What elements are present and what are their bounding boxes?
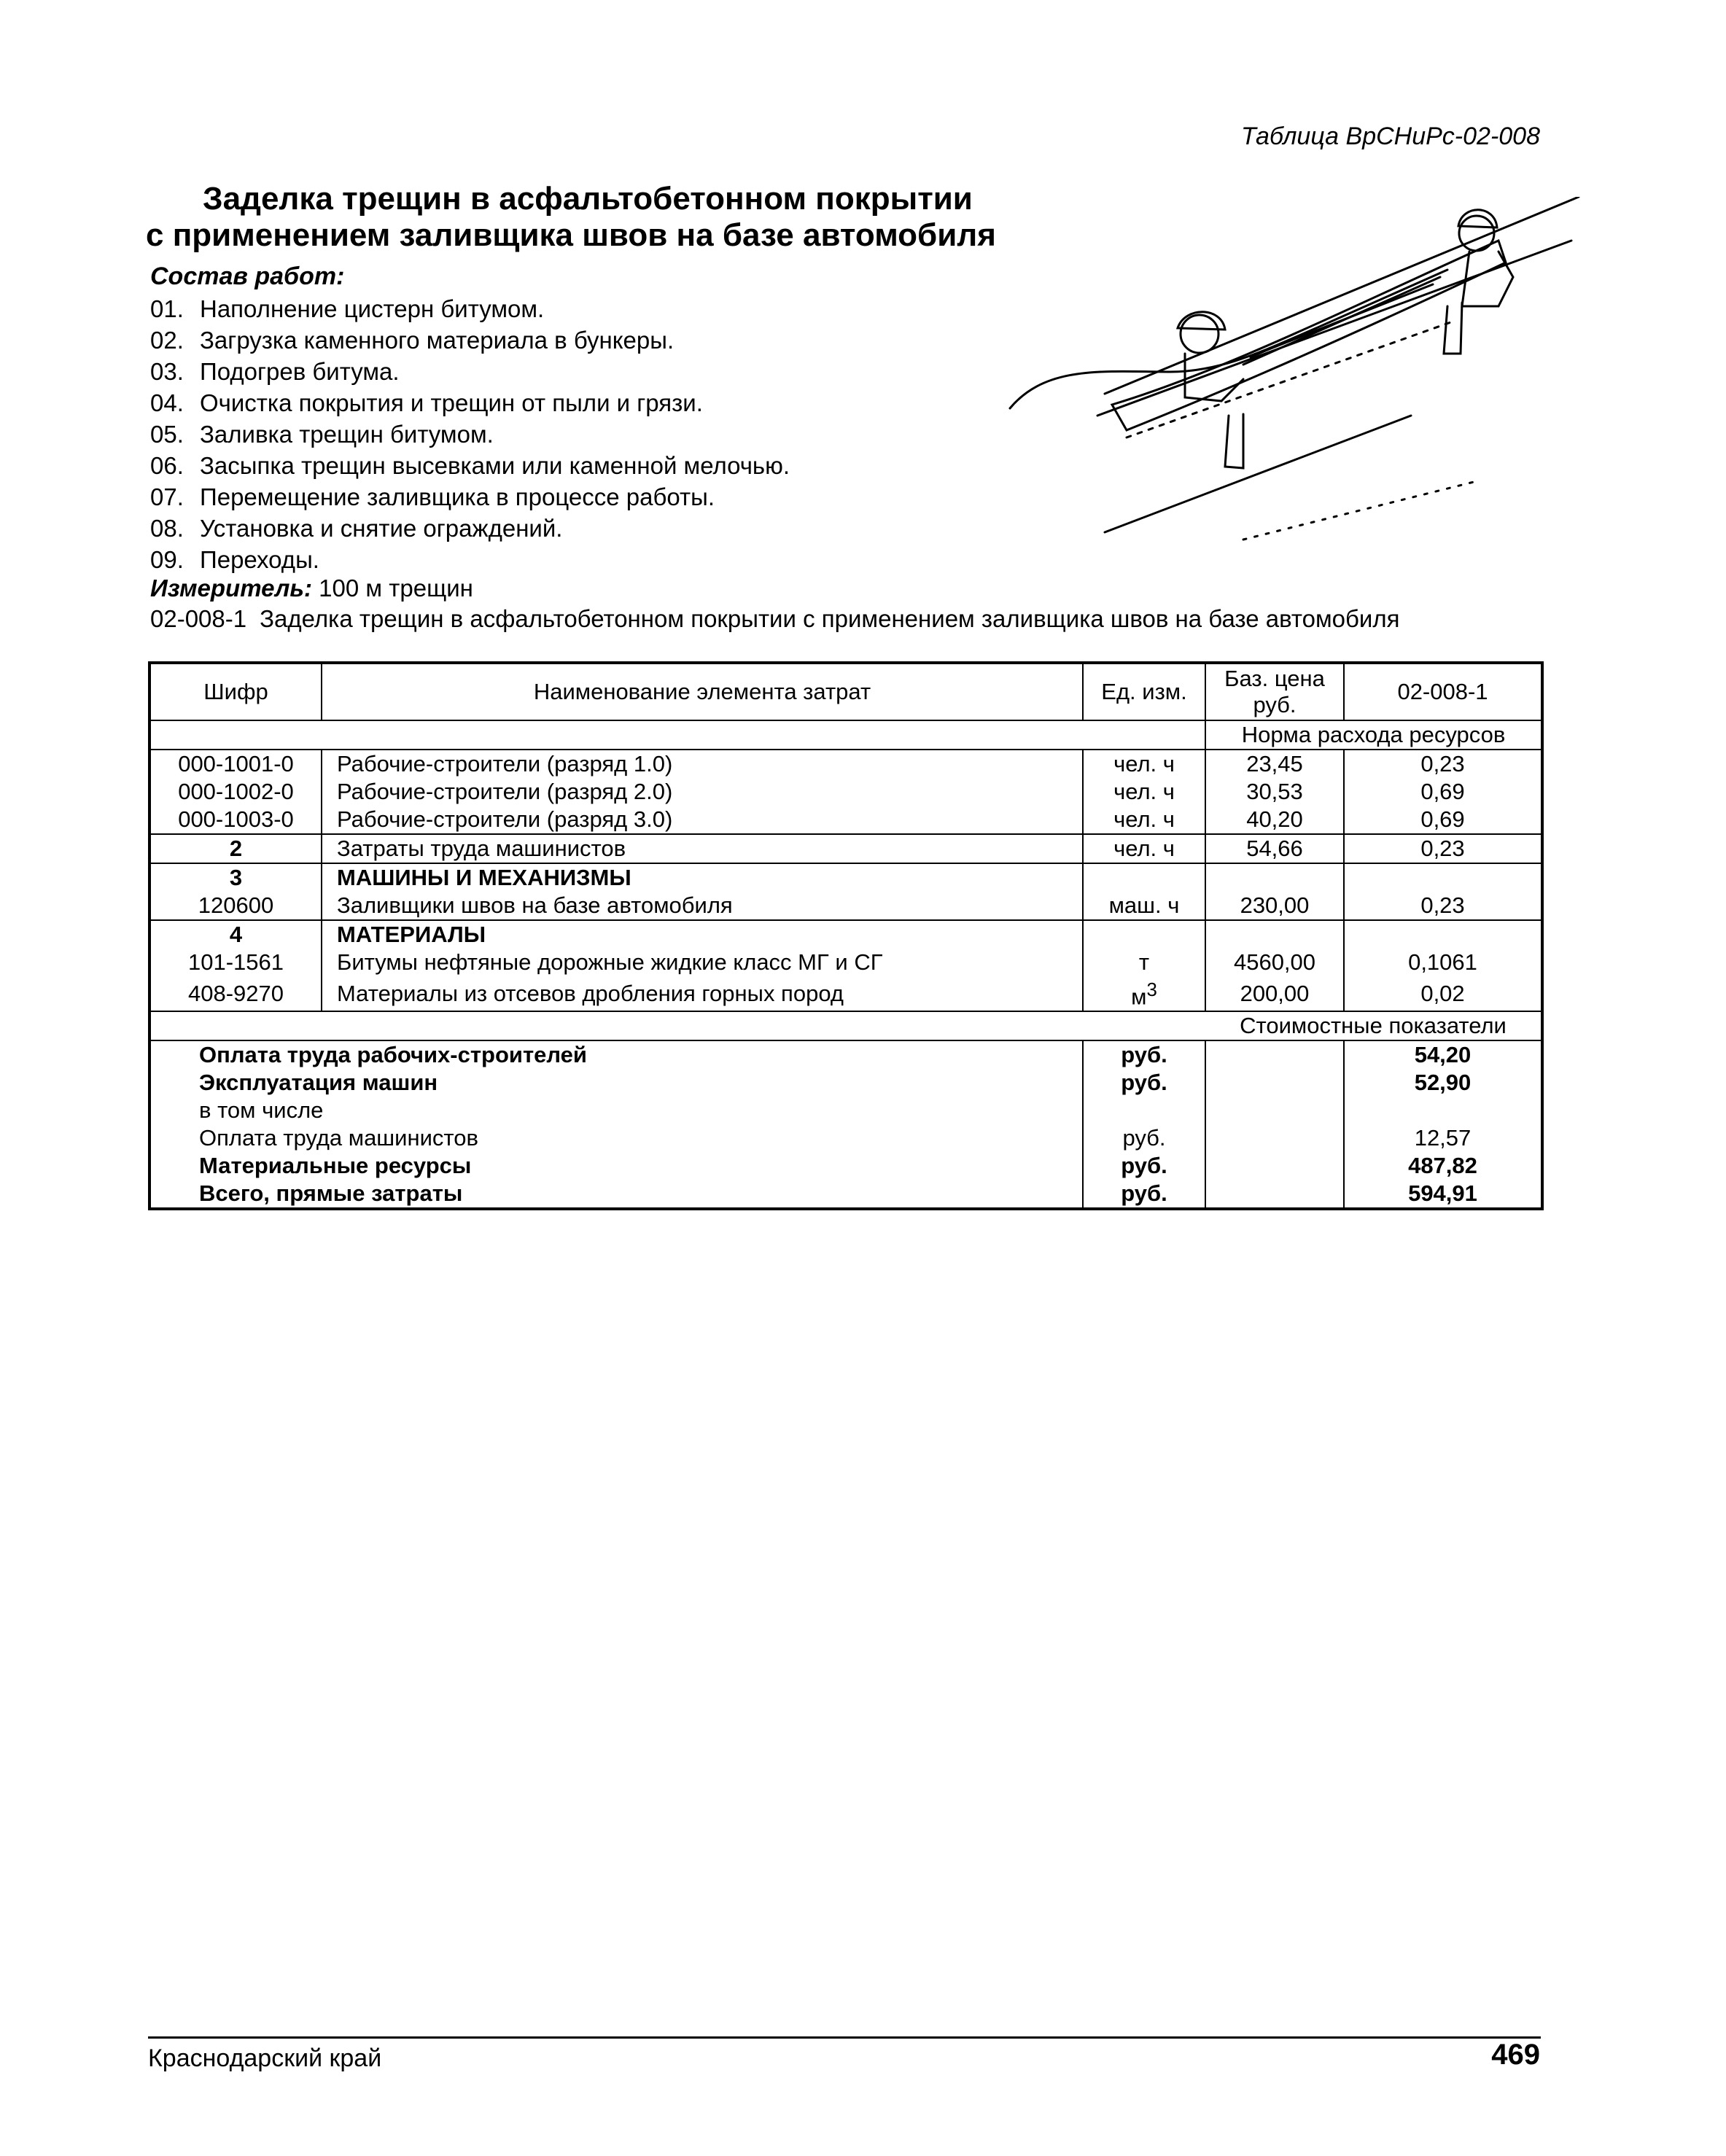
cell-code: 4 [229,922,243,947]
table-row [149,750,1542,778]
norm-code: 02-008-1 [150,605,247,632]
total-row [149,1124,1542,1152]
road-edge-line [1097,241,1571,416]
table-row [149,778,1542,806]
cell-section-name: МАТЕРИАЛЫ [322,920,1083,949]
footer-region: Краснодарский край [148,2044,382,2072]
total-label: Оплата труда машинистов [199,1125,478,1151]
cell-unit-base: м [1131,984,1147,1010]
page-title [146,181,1138,254]
works-list [150,293,790,575]
cell-name: Заливщики швов на базе автомобиля [322,892,1083,920]
road-edge-line [1105,416,1411,532]
cell-unit-exponent: 3 [1146,980,1157,1000]
total-value: 54,20 [1344,1040,1542,1069]
workers-sealing-illustration [1003,197,1593,554]
cell-unit: маш. ч [1083,892,1205,920]
cell-name: Рабочие-строители (разряд 3.0) [322,806,1083,834]
footer-divider [148,2036,1541,2039]
norm-line [150,605,1399,633]
cell-code: 000-1001-0 [178,751,294,777]
cell-price: 40,20 [1205,806,1344,834]
total-label: Материальные ресурсы [199,1153,472,1179]
road-edge-line [1105,197,1579,394]
table-reference: Таблица ВрСНиРс-02-008 [1240,122,1540,150]
cell-value: 0,69 [1344,778,1542,806]
page-number: 469 [1491,2039,1540,2071]
cell-code: 120600 [198,892,274,918]
header-code: Шифр [149,663,322,720]
works-item-number: 01. [150,295,184,322]
title-line-1: Заделка трещин в асфальтобетонном покрытии [203,181,973,217]
table-row [149,892,1542,920]
works-item-text: Переходы. [200,546,319,573]
total-row [149,1069,1542,1097]
total-label: в том числе [199,1097,324,1124]
cell-name: Битумы нефтяные дорожные жидкие класс МГ и СГ [322,949,1083,976]
measure-label: Измеритель: [150,575,312,602]
works-item-number: 08. [150,515,184,542]
header-price-line-1: Баз. цена [1224,666,1325,691]
cell-unit: чел. ч [1083,778,1205,806]
table-header-row [149,663,1542,720]
works-item-number: 02. [150,327,184,354]
cell-value: 0,69 [1344,806,1542,834]
works-item [150,419,790,450]
cell-name: Материалы из отсевов дробления горных пород [322,976,1083,1011]
table-row [149,834,1542,863]
total-label: Оплата труда рабочих-строителей [199,1042,587,1068]
norm-description: Заделка трещин в асфальтобетонном покрытии с применением заливщика швов на базе автомобиля [260,605,1400,632]
cell-unit [1083,976,1205,1011]
title-line-2: с применением заливщика швов на базе автомобиля [146,217,996,253]
works-item-number: 03. [150,358,184,385]
works-item [150,450,790,481]
total-row [149,1180,1542,1209]
works-item [150,324,790,356]
works-item-text: Установка и снятие ограждений. [200,515,563,542]
works-item-text: Засыпка трещин высевками или каменной мелочью. [200,452,790,479]
measure-line [150,575,473,602]
works-item-text: Подогрев битума. [200,358,400,385]
cell-unit: т [1083,949,1205,976]
works-item-number: 09. [150,546,184,573]
works-item-text: Загрузка каменного материала в бункеры. [200,327,675,354]
header-price-line-2: руб. [1253,692,1297,717]
cell-value: 0,23 [1344,892,1542,920]
works-item [150,293,790,324]
cell-code: 101-1561 [187,949,284,975]
cell-name: Затраты труда машинистов [322,834,1083,863]
road-crack-line [1243,481,1477,540]
resource-cost-table [148,661,1544,1210]
header-unit: Ед. изм. [1083,663,1205,720]
works-item [150,387,790,419]
cell-section-name: МАШИНЫ И МЕХАНИЗМЫ [322,863,1083,892]
total-value: 52,90 [1344,1069,1542,1097]
works-item [150,513,790,544]
works-item-number: 06. [150,452,184,479]
total-label: Всего, прямые затраты [199,1180,463,1207]
total-unit: руб. [1083,1069,1205,1097]
works-item-number: 05. [150,421,184,448]
works-item-text: Перемещение заливщика в процессе работы. [200,483,715,510]
cell-price: 200,00 [1205,976,1344,1011]
table-section-row [149,920,1542,949]
cell-value: 0,23 [1344,834,1542,863]
total-row [149,1152,1542,1180]
works-item [150,481,790,513]
total-unit: руб. [1083,1180,1205,1209]
cell-name: Рабочие-строители (разряд 2.0) [322,778,1083,806]
table-row [149,976,1542,1011]
worker-head [1181,315,1218,353]
table-row [149,949,1542,976]
measure-value: 100 м трещин [319,575,473,602]
total-value: 594,91 [1344,1180,1542,1209]
cell-value: 0,02 [1344,976,1542,1011]
resources-caption-row [149,720,1542,750]
works-item-text: Наполнение цистерн битумом. [200,295,545,322]
table-row [149,806,1542,834]
cell-code: 3 [229,865,243,890]
cell-unit: чел. ч [1083,806,1205,834]
works-item-number: 07. [150,483,184,510]
cell-value: 0,1061 [1344,949,1542,976]
total-unit: руб. [1083,1124,1205,1152]
cell-unit: чел. ч [1083,750,1205,778]
works-item-text: Очистка покрытия и трещин от пыли и грязи. [200,389,703,416]
beam-post [1444,303,1462,354]
cell-price: 23,45 [1205,750,1344,778]
total-row [149,1040,1542,1069]
cell-name: Рабочие-строители (разряд 1.0) [322,750,1083,778]
total-value: 12,57 [1344,1124,1542,1152]
cost-caption: Стоимостные показатели [1240,1013,1507,1039]
header-name: Наименование элемента затрат [322,663,1083,720]
beam-post [1225,414,1243,468]
cell-value: 0,23 [1344,750,1542,778]
cell-code: 000-1003-0 [178,806,294,832]
works-heading: Состав работ: [150,262,345,290]
resources-caption: Норма расхода ресурсов [1205,720,1542,750]
works-item [150,356,790,387]
hose-line [1010,328,1316,408]
header-norm: 02-008-1 [1344,663,1542,720]
cell-price: 30,53 [1205,778,1344,806]
cell-unit: чел. ч [1083,834,1205,863]
total-unit: руб. [1083,1040,1205,1069]
cell-price: 4560,00 [1205,949,1344,976]
cell-price: 54,66 [1205,834,1344,863]
works-item-text: Заливка трещин битумом. [200,421,494,448]
works-item [150,544,790,575]
cell-price: 230,00 [1205,892,1344,920]
works-item-number: 04. [150,389,184,416]
header-price [1205,663,1344,720]
total-value: 487,82 [1344,1152,1542,1180]
cell-code: 408-9270 [187,980,284,1006]
cost-caption-row [149,1011,1542,1040]
cell-code: 000-1002-0 [178,779,294,804]
total-label: Эксплуатация машин [199,1070,438,1096]
total-unit: руб. [1083,1152,1205,1180]
table-section-row [149,863,1542,892]
cell-code: 2 [229,836,243,861]
total-row [149,1097,1542,1124]
